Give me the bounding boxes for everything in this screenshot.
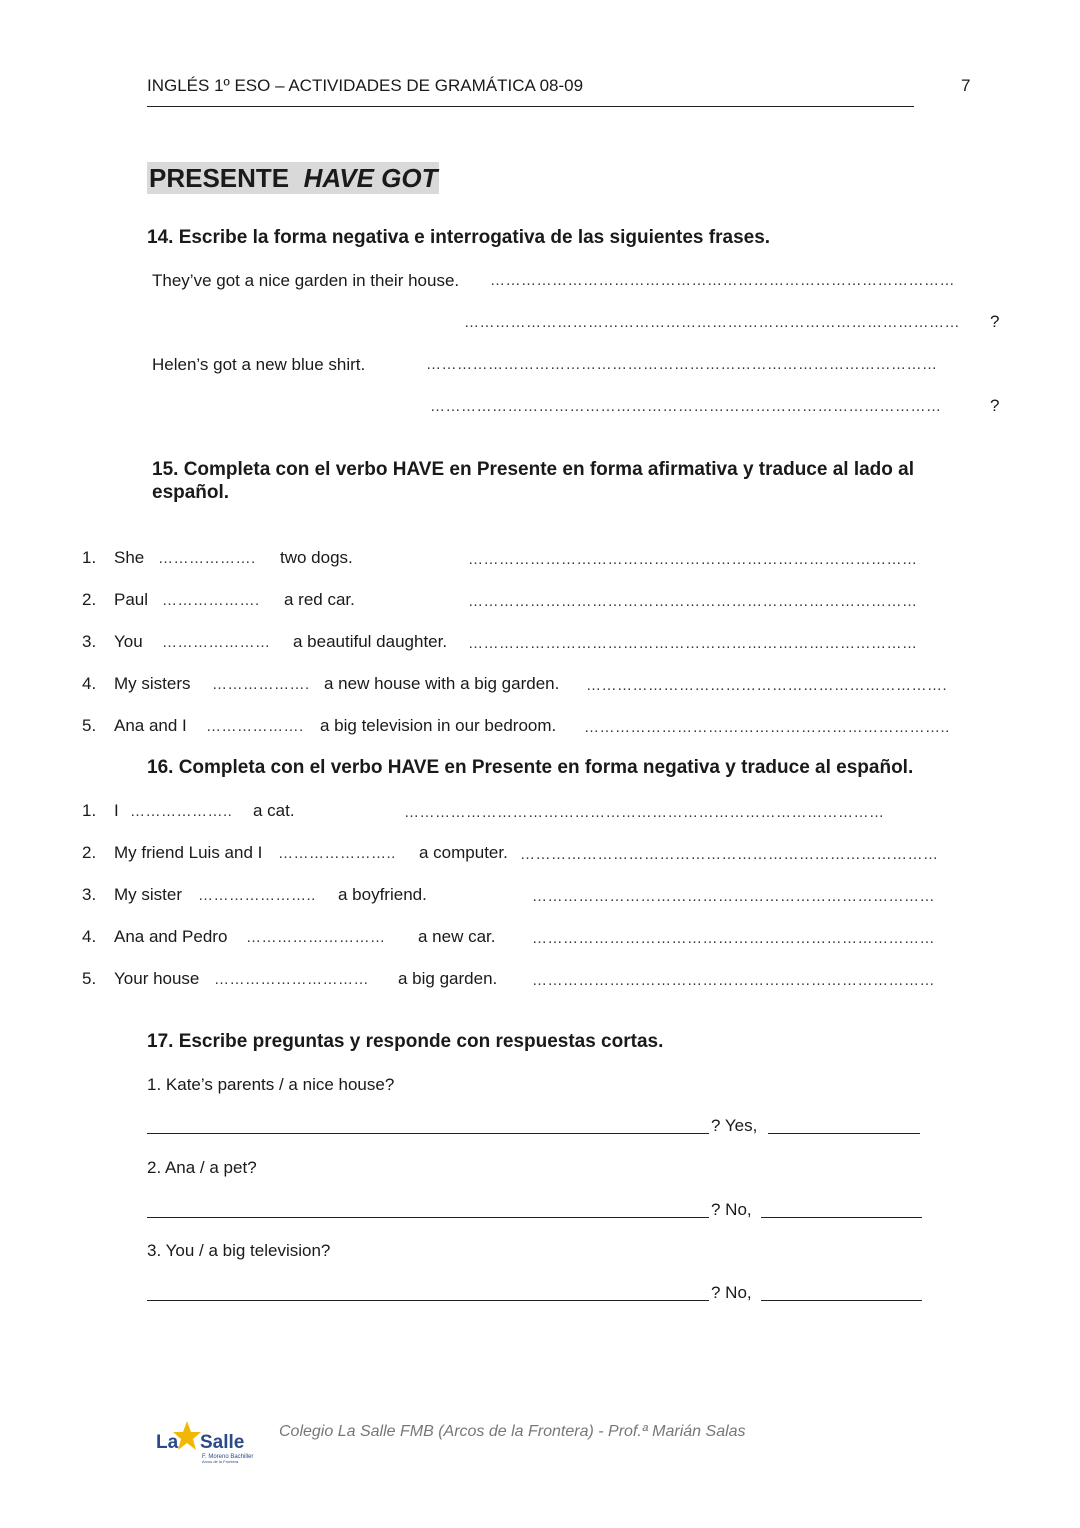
item-subject: She [114, 548, 145, 567]
star-icon [172, 1420, 202, 1452]
section-title-main: PRESENTE [149, 163, 290, 193]
section-title-italic: HAVE GOT [303, 163, 438, 193]
item-rest: a boyfriend. [338, 885, 427, 904]
item-rest: a big television in our bedroom. [320, 716, 557, 735]
item-subject: My sister [114, 885, 182, 904]
item-number: 3. [82, 632, 97, 651]
item-subject: Ana and I [114, 716, 187, 735]
footer-credit: Colegio La Salle FMB (Arcos de la Frontera) - Prof.ª Marián Salas [279, 1423, 746, 1440]
item-rest: a new house with a big garden. [324, 674, 560, 693]
section-title [147, 162, 439, 194]
ex17-prompt: 3. You / a big television? [147, 1241, 331, 1260]
translation-line[interactable]: …………………………………………………………………… [532, 888, 935, 905]
item-number: 2. [82, 590, 97, 609]
translation-line[interactable]: …………………………………………………………………………… [468, 551, 918, 568]
answer-line[interactable]: …………………………………………………………………………………… [464, 314, 960, 331]
blank-field[interactable]: ………………….. [198, 887, 316, 904]
la-salle-logo [152, 1420, 272, 1464]
item-number: 5. [82, 716, 97, 735]
item-rest: two dogs. [280, 548, 353, 567]
question-line[interactable] [147, 1217, 709, 1218]
translation-line[interactable]: …………………………………………………………………………… [468, 593, 918, 610]
item-subject: Paul [114, 590, 149, 609]
header-title: INGLÉS 1º ESO – ACTIVIDADES DE GRAMÁTICA 08-09 [147, 76, 584, 95]
blank-field[interactable]: ………………….. [278, 845, 396, 862]
blank-field[interactable]: ………………. [162, 592, 260, 609]
question-line[interactable] [147, 1133, 709, 1134]
ex15-heading-line1: 15. Completa con el verbo HAVE en Presente en forma afirmativa y traduce al lado al [152, 459, 915, 480]
logo-salle-text: Salle [200, 1432, 245, 1453]
item-number: 4. [82, 674, 97, 693]
ex17-prompt: 2. Ana / a pet? [147, 1158, 257, 1177]
item-rest: a cat. [253, 801, 295, 820]
short-answer-label: ? No, [711, 1283, 752, 1302]
translation-line[interactable]: …………………………………………………………………………… [468, 635, 918, 652]
blank-field[interactable]: ……………….. [130, 803, 233, 820]
question-mark: ? [990, 396, 1000, 415]
item-number: 3. [82, 885, 97, 904]
item-subject: Ana and Pedro [114, 927, 228, 946]
logo-subtitle-2: Arcos de la Frontera [202, 1459, 239, 1464]
question-line[interactable] [147, 1300, 709, 1301]
ex14-item-1: They’ve got a nice garden in their house. [152, 271, 460, 290]
header-rule [147, 106, 914, 107]
item-subject: I [114, 801, 119, 820]
translation-line[interactable]: ………………………………………………………………………………… [404, 804, 885, 821]
page-number: 7 [961, 76, 971, 95]
item-rest: a beautiful daughter. [293, 632, 448, 651]
translation-line[interactable]: …………………………………………………………………… [532, 930, 935, 947]
ex15-heading-line2: español. [152, 482, 230, 503]
answer-line[interactable]: ……………………………………………………………………………… [490, 272, 955, 289]
short-answer-label: ? No, [711, 1200, 752, 1219]
item-subject: My sisters [114, 674, 191, 693]
logo-la-text: La [156, 1432, 179, 1453]
item-rest: a new car. [418, 927, 496, 946]
ex16-heading: 16. Completa con el verbo HAVE en Presente en forma negativa y traduce al español. [147, 757, 914, 778]
short-answer-label: ? Yes, [711, 1116, 758, 1135]
question-mark: ? [990, 312, 1000, 331]
item-number: 4. [82, 927, 97, 946]
short-answer-line[interactable] [768, 1133, 920, 1134]
logo-subtitle: F. Moreno Bachiller [202, 1454, 254, 1460]
answer-line[interactable]: ……………………………………………………………………………………… [426, 356, 938, 373]
blank-field[interactable]: ………………………… [214, 971, 369, 988]
item-number: 5. [82, 969, 97, 988]
translation-line[interactable]: …………………………………………………………………… [532, 972, 935, 989]
item-rest: a red car. [284, 590, 355, 609]
short-answer-line[interactable] [761, 1300, 922, 1301]
blank-field[interactable]: ……………………… [246, 929, 386, 946]
item-number: 1. [82, 801, 97, 820]
ex17-prompt: 1. Kate’s parents / a nice house? [147, 1075, 395, 1094]
item-rest: a big garden. [398, 969, 498, 988]
item-subject: Your house [114, 969, 200, 988]
item-number: 2. [82, 843, 97, 862]
ex14-heading: 14. Escribe la forma negativa e interrogativa de las siguientes frases. [147, 227, 771, 248]
item-number: 1. [82, 548, 97, 567]
blank-field[interactable]: ………………… [162, 634, 271, 651]
short-answer-line[interactable] [761, 1217, 922, 1218]
blank-field[interactable]: ………………. [158, 550, 256, 567]
ex14-item-2: Helen’s got a new blue shirt. [152, 355, 366, 374]
item-subject: My friend Luis and I [114, 843, 263, 862]
item-subject: You [114, 632, 143, 651]
translation-line[interactable]: ……………………………………………………………. [586, 677, 948, 694]
blank-field[interactable]: ………………. [212, 676, 310, 693]
translation-line[interactable]: …………………………………………………………….. [584, 719, 950, 736]
blank-field[interactable]: ………………. [206, 718, 304, 735]
answer-line[interactable]: ……………………………………………………………………………………… [430, 398, 942, 415]
ex17-heading: 17. Escribe preguntas y responde con respuestas cortas. [147, 1031, 664, 1052]
translation-line[interactable]: ……………………………………………………………………… [520, 846, 939, 863]
item-rest: a computer. [419, 843, 508, 862]
